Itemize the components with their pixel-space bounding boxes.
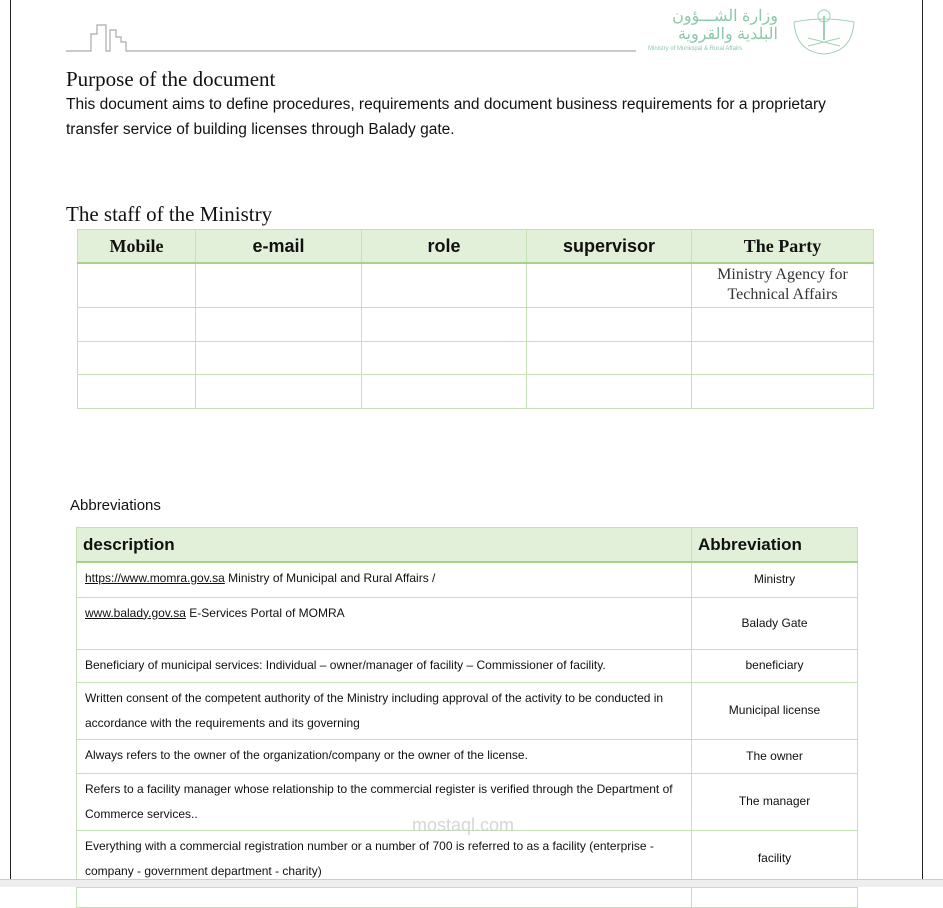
description-cell [77,887,692,907]
cell [362,307,527,341]
cell [527,307,692,341]
description-cell: Refers to a facility manager whose relationship to the commercial register is verified through the Department of Commerce services.. [77,773,692,830]
table-header-row [77,528,858,563]
table-header-row [78,230,874,264]
description-cell: Beneficiary of municipal services: Individual – owner/manager of facility – Commissioner of facility. [77,649,692,682]
col-party: The Party [692,230,874,264]
abbreviation-cell: The owner [692,739,858,773]
cell [527,341,692,374]
ministry-logo [648,8,858,56]
page-right-edge [922,0,923,880]
table-row [78,341,874,374]
table-row [77,887,858,907]
abbreviation-cell: The manager [692,773,858,830]
purpose-text: This document aims to define procedures, requirements and document business requirements for a proprietary transfer service of building licenses through Balady gate. [66,96,826,138]
city-skyline-icon [66,20,636,55]
table-row [77,597,858,649]
col-description: description [77,528,692,563]
cell [196,263,362,307]
cell [196,307,362,341]
cell [527,263,692,307]
table-row [77,649,858,682]
table-row [77,562,858,597]
col-role: role [362,230,527,264]
cell [362,263,527,307]
cell [527,374,692,408]
abbreviation-cell: Ministry [692,562,858,597]
col-mobile: Mobile [78,230,196,264]
table-row [77,739,858,773]
cell [692,307,874,341]
description-cell [77,597,692,649]
logo-english-text: Ministry of Municipal & Rural Affairs [648,46,743,52]
cell [362,374,527,408]
abbreviation-cell: Municipal license [692,682,858,739]
cell [196,341,362,374]
cell [692,374,874,408]
col-abbreviation: Abbreviation [692,528,858,563]
description-cell [77,562,692,597]
palm-swords-emblem-icon [790,8,858,56]
abbreviations-heading: Abbreviations [70,497,161,514]
momra-link[interactable]: https://www.momra.gov.sa [85,571,225,585]
description-cell: Always refers to the owner of the organization/company or the owner of the license. [77,739,692,773]
col-supervisor: supervisor [527,230,692,264]
table-row [77,682,858,739]
abbreviation-cell: Balady Gate [692,597,858,649]
table-row [78,374,874,408]
logo-arabic-text: وزارة الشـــؤون البلدية والقروية [672,8,778,43]
table-row [78,263,874,307]
description-cell: Everything with a commercial registration number or a number of 700 is referred to as a facility (enterprise - company - government department - charity) [77,830,692,887]
cell [78,341,196,374]
description-text: Ministry of Municipal and Rural Affairs / [224,571,436,585]
cell: Ministry Agency for Technical Affairs [692,263,874,307]
cell [78,263,196,307]
table-row [78,307,874,341]
abbreviations-table [76,527,858,908]
cell [78,307,196,341]
description-text: E-Services Portal of MOMRA [185,605,345,620]
description-cell: Written consent of the competent authority of the Ministry including approval of the activity to be conducted in accordance with the requirements and its governing [77,682,692,739]
cell [692,341,874,374]
cell [78,374,196,408]
abbreviation-cell: facility [692,830,858,887]
purpose-heading: Purpose of the document [66,67,276,91]
cell [362,341,527,374]
page-left-edge [10,0,11,880]
abbreviation-cell [692,887,858,907]
staff-heading: The staff of the Ministry [66,202,273,226]
watermark: mostaql.com [412,815,515,835]
col-email: e-mail [196,230,362,264]
cell [196,374,362,408]
balady-link[interactable]: www.balady.gov.sa [85,605,186,620]
staff-table [77,229,874,409]
abbreviation-cell: beneficiary [692,649,858,682]
